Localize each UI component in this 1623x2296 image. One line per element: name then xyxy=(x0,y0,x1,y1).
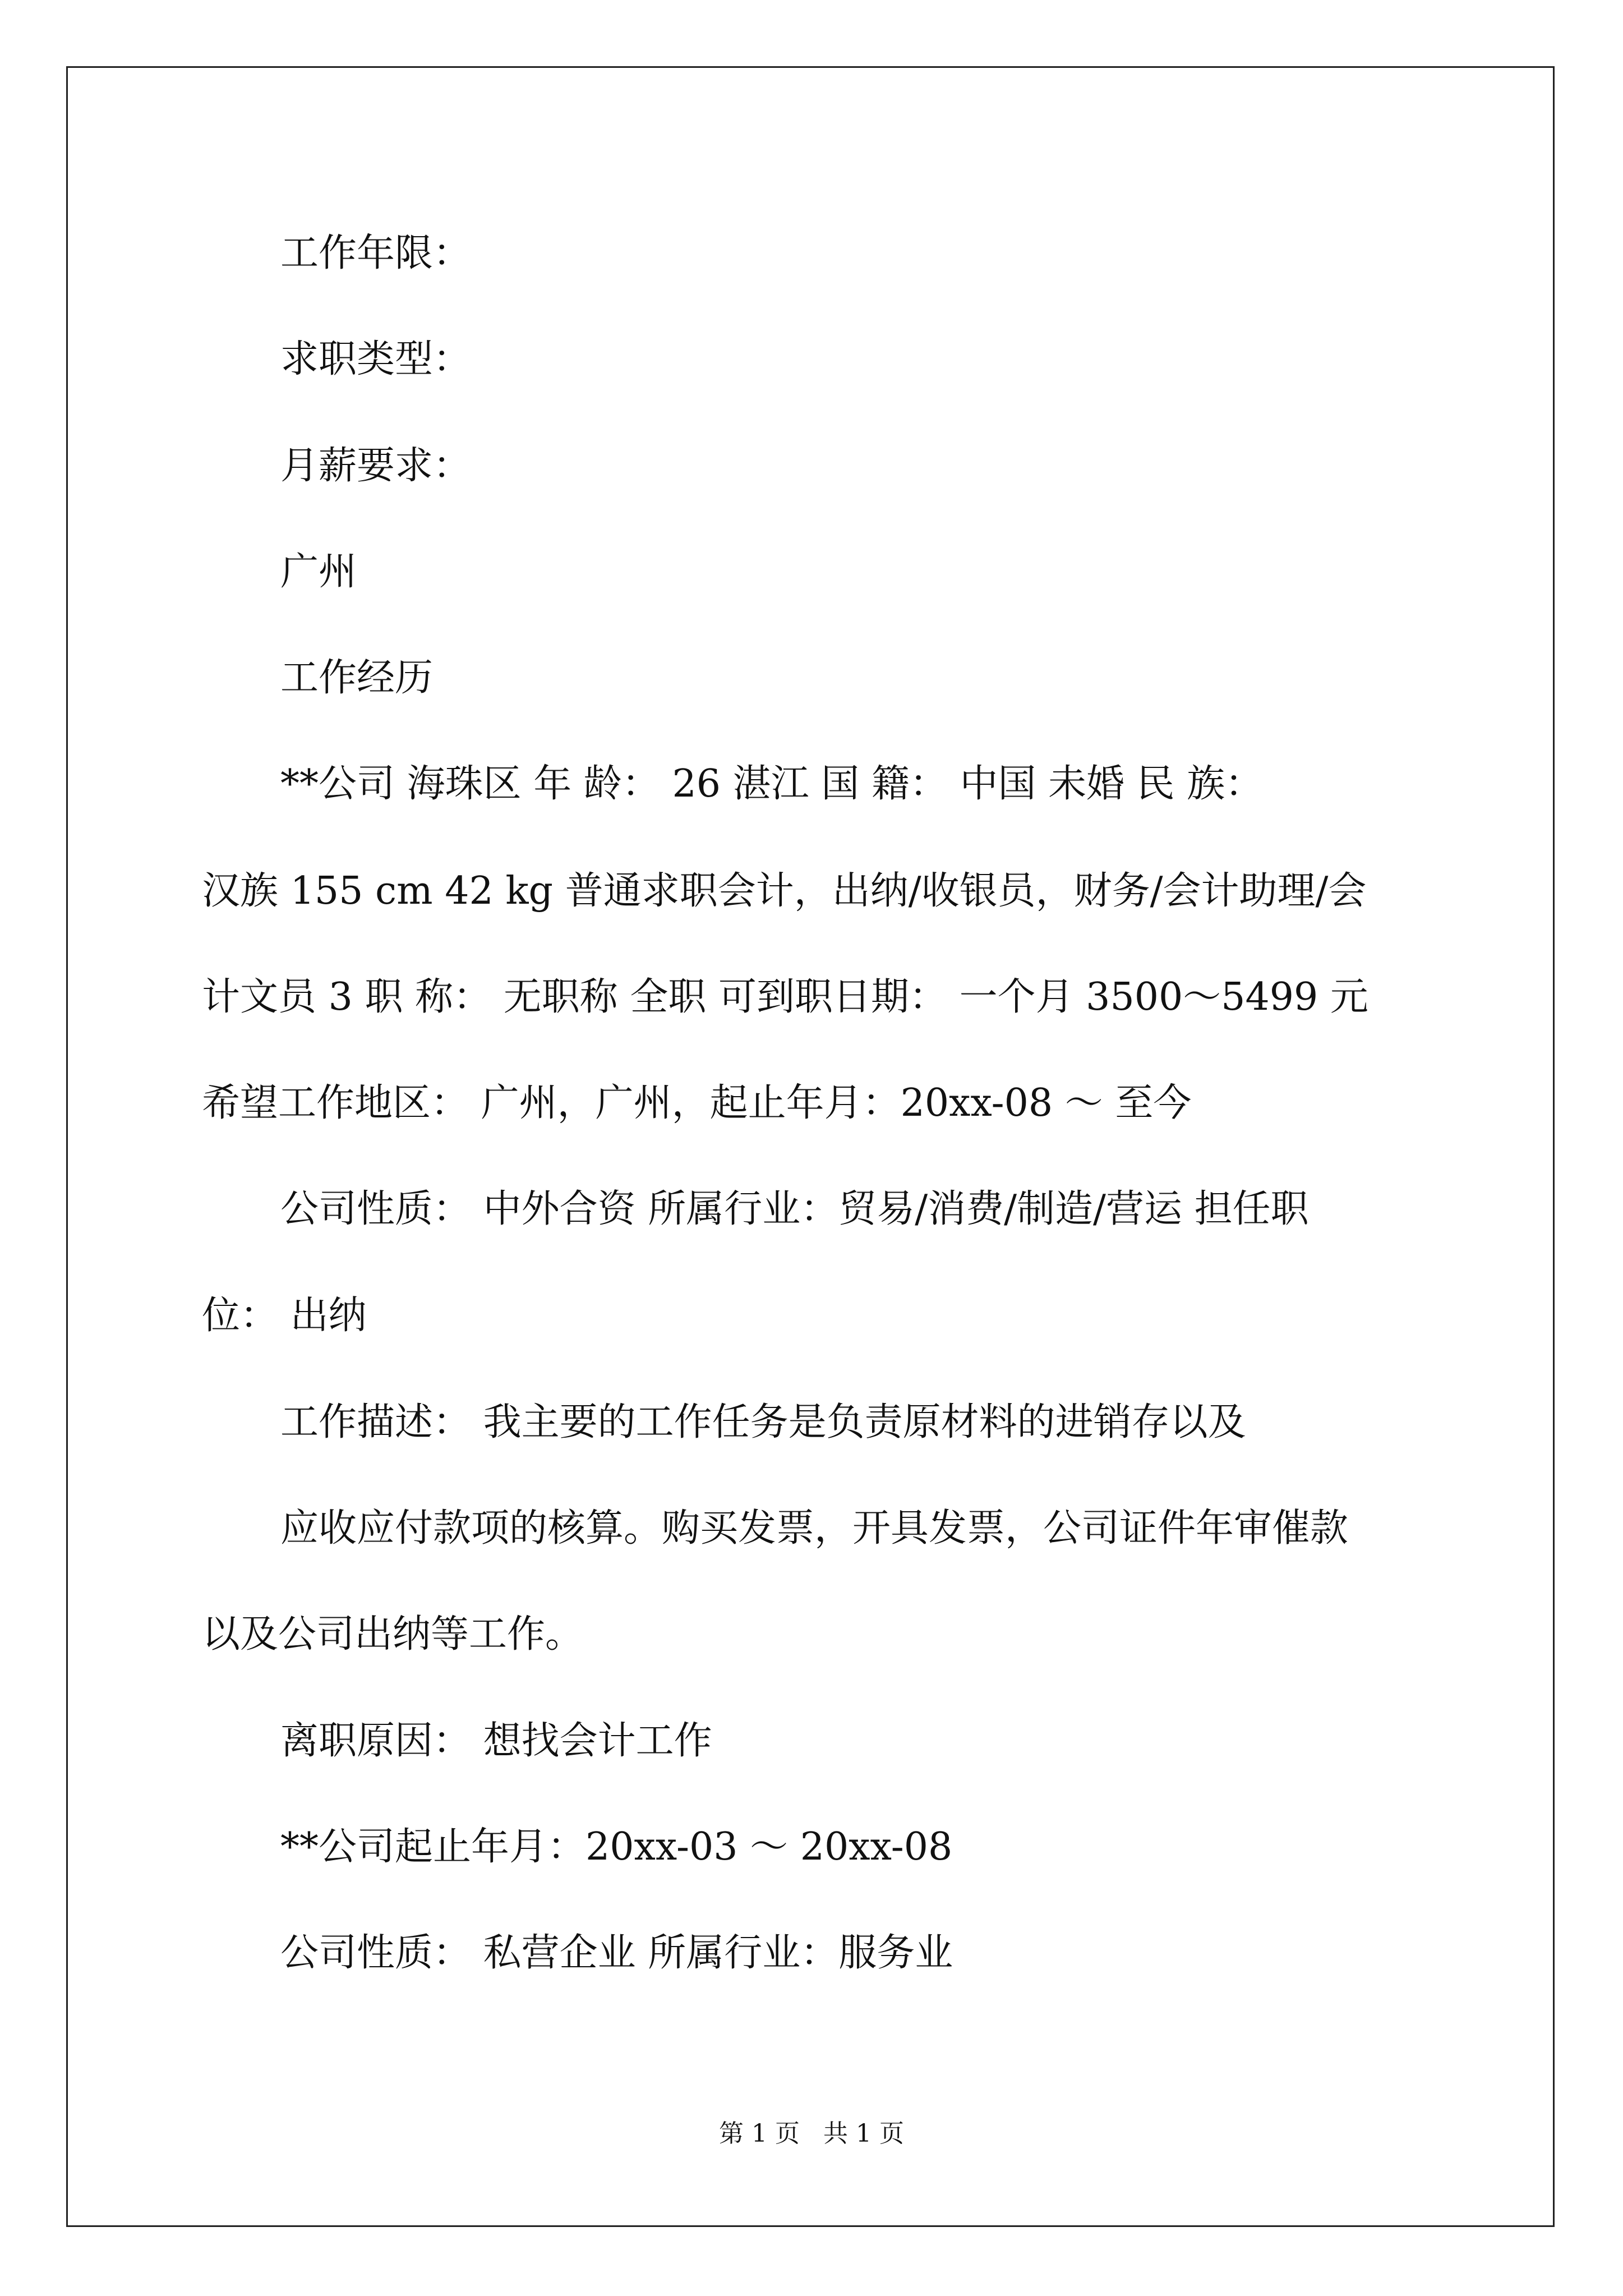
company-nature-line-2: 位： 出纳 xyxy=(202,1294,367,1338)
job-type-label: 求职类型： xyxy=(280,337,472,381)
profile-paragraph-line-1: **公司 海珠区 年 龄： 26 湛江 国 籍： 中国 未婚 民 族： xyxy=(280,762,1264,806)
profile-paragraph-line-3: 计文员 3 职 称： 无职称 全职 可到职日期： 一个月 3500～5499 元 xyxy=(202,975,1368,1019)
job-description-line-1: 工作描述： 我主要的工作任务是负责原材料的进销存以及 xyxy=(280,1400,1246,1444)
profile-paragraph-line-4: 希望工作地区： 广州，广州，起止年月：20xx-08 ～ 至今 xyxy=(202,1081,1192,1125)
location-text: 广州 xyxy=(280,550,357,594)
work-experience-heading: 工作经历 xyxy=(280,656,434,700)
company-nature-line-1: 公司性质： 中外合资 所属行业：贸易/消费/制造/营运 担任职 xyxy=(280,1187,1309,1231)
leaving-reason: 离职原因： 想找会计工作 xyxy=(280,1719,712,1763)
page-border xyxy=(66,66,1555,2227)
page-number-footer: 第 1 页 共 1 页 xyxy=(719,2119,904,2148)
job-description-line-2: 应收应付款项的核算。购买发票，开具发票，公司证件年审催款 xyxy=(280,1506,1349,1550)
second-company-period: **公司起止年月：20xx-03 ～ 20xx-08 xyxy=(280,1825,953,1869)
salary-label: 月薪要求： xyxy=(280,444,472,488)
second-company-nature: 公司性质： 私营企业 所属行业：服务业 xyxy=(280,1931,953,1975)
job-description-line-3: 以及公司出纳等工作。 xyxy=(202,1612,584,1657)
work-years-label: 工作年限： xyxy=(280,231,472,275)
profile-paragraph-line-2: 汉族 155 cm 42 kg 普通求职会计，出纳/收银员，财务/会计助理/会 xyxy=(202,869,1367,913)
